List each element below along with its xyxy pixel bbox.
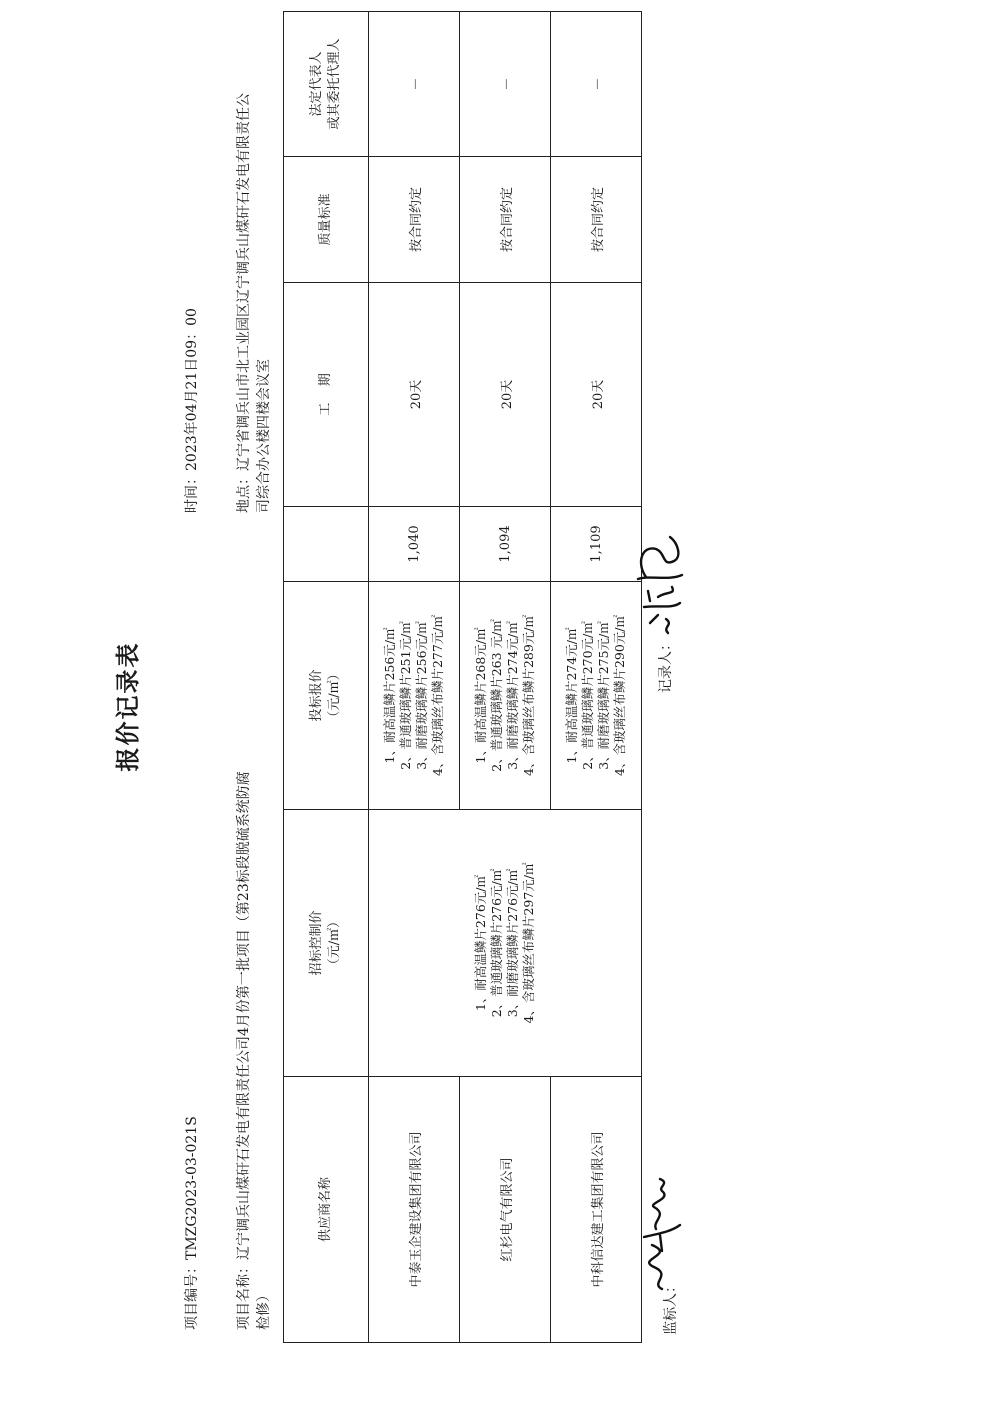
quality-cell: 按合同约定 <box>369 157 460 283</box>
quality-cell: 按合同约定 <box>551 157 642 283</box>
bid-price-cell: 1、耐高温鳞片274元/㎡ 2、普通玻璃鳞片270元/㎡ 3、耐磨玻璃鳞片275元/㎡ 4、含玻璃丝布鳞片290元/㎡ <box>551 582 642 810</box>
meeting-place: 地点：辽宁省调兵山市北工业园区辽宁调兵山煤矸石发电有限责任公司综合办公楼四楼会议室 <box>236 93 272 513</box>
col-control-price-header: 招标控制价 （元/㎡） <box>284 810 369 1077</box>
document-title: 报价记录表 <box>113 641 142 772</box>
table-row <box>460 12 551 1343</box>
project-name: 项目名称：辽宁调兵山煤矸石发电有限责任公司4月份第一批项目（第23标段脱硫系统防腐检修） <box>236 771 272 1330</box>
legal-rep-cell: － <box>369 12 460 157</box>
table-header-row <box>284 12 369 1343</box>
recorder-signature <box>628 531 688 641</box>
quality-cell: 按合同约定 <box>460 157 551 283</box>
table-row <box>369 12 460 1343</box>
table-row <box>551 12 642 1343</box>
period-cell: 20天 <box>460 283 551 507</box>
total-cell: 1,094 <box>460 507 551 582</box>
supervisor-label: 监标人： <box>663 1279 679 1335</box>
supplier-cell: 中泰玉企建设集团有限公司 <box>369 1077 460 1343</box>
total-cell: 1,040 <box>369 507 460 582</box>
col-legal-rep-header: 法定代表人 或其委托代理人 <box>284 12 369 157</box>
supplier-cell: 中科信达建工集团有限公司 <box>551 1077 642 1343</box>
supervisor-signature <box>632 1175 688 1295</box>
col-quality-header: 质量标准 <box>284 157 369 283</box>
control-price-cell: 1、耐高温鳞片276元/㎡ 2、普通玻璃鳞片276元/㎡ 3、耐磨玻璃鳞片276元/㎡ 4、含玻璃丝布鳞片297元/㎡ <box>369 810 642 1077</box>
col-total-header <box>284 507 369 582</box>
recorder-label: 记录人： <box>658 637 674 693</box>
total-cell: 1,109 <box>551 507 642 582</box>
col-period-header: 工 期 <box>284 283 369 507</box>
supplier-cell: 红杉电气有限公司 <box>460 1077 551 1343</box>
bid-price-cell: 1、耐高温鳞片256元/㎡ 2、普通玻璃鳞片251元/㎡ 3、耐磨玻璃鳞片256元/㎡ 4、含玻璃丝布鳞片277元/㎡ <box>369 582 460 810</box>
bid-price-cell: 1、耐高温鳞片268元/㎡ 2、普通玻璃鳞片263 元/㎡ 3、耐磨玻璃鳞片274元/㎡ 4、含玻璃丝布鳞片289元/㎡ <box>460 582 551 810</box>
meeting-time: 时间：2023年04月21日09：00 <box>184 308 200 513</box>
col-bid-price-header: 投标报价 （元/㎡） <box>284 582 369 810</box>
legal-rep-cell: － <box>551 12 642 157</box>
period-cell: 20天 <box>551 283 642 507</box>
project-number: 项目编号：TMZG2023-03-021S <box>184 1116 200 1330</box>
quotation-table <box>283 11 642 1343</box>
legal-rep-cell: － <box>460 12 551 157</box>
col-supplier-header: 供应商名称 <box>284 1077 369 1343</box>
period-cell: 20天 <box>369 283 460 507</box>
